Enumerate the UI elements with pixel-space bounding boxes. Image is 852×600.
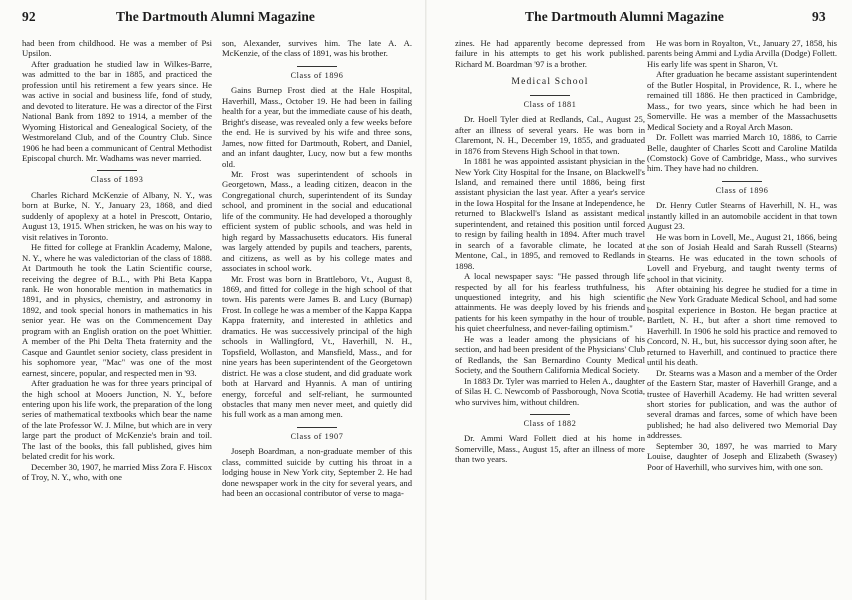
paragraph: Mr. Frost was superintendent of schools in Georgetown, Mass., a leading citizen, deacon in the Congregational church, superintendent of its Sunday school, and prominent in the social and educational life of the community. He had developed a thoroughly efficient system of public schools, and was held in high regard by Massachusetts educators. His funeral was largely attended by pupils and teachers, parents, and citizens, as well as by his college mates and associates in school work. [222,168,412,274]
section-heading [455,77,645,87]
paragraph: After graduation he studied law in Wilkes-Barre, was admitted to the bar in 1885, and practiced the profession until his retirement a few years since. He was active in social and business life, fond of study, and devoted to literature. He was a director of the First National Bank from 1892 to 1914, a member of the Wyoming Historical and Genealogical Society, of the Westmoreland Club, and of the Country Club. Since 1906 he had been a communicant of Central Methodist Episcopal church. Mr. Wadhams was never married. [22,58,212,163]
paragraph: Gains Burnep Frost died at the Hale Hospital, Haverhill, Mass., October 19. He had been in failing health for a year, but the immediate cause of his death, Bright's disease, was revealed only a few weeks before the end. He is survived by his wife and three sons, James, now fitted for Dartmouth, Robert, and Daniel, and an infant daughter, Lucy, now but a few months old. [222,85,412,169]
heading-rule [722,181,762,182]
class-heading-label: Class of 1896 [290,70,344,80]
paragraph: In 1883 Dr. Tyler was married to Helen A., daughter of Silas H. C. Newcomb of Passborough, Nova Scotia, who survives him, without children. [455,375,645,407]
right-column-2 [647,38,837,472]
paragraph: A local newspaper says: "He passed through life respected by all for his fearless truthfulness, his unquestioned integrity, and his high scientific attainments. He was deeply loved by his friends and patients for his keen sympathy in the hour of trouble, his quiet cheerfulness, and never-failing optimism." [455,271,645,334]
paragraph: After graduation he became assistant superintendent of the Butler Hospital, in Providence, R. I., where he remained till 1886. He then practiced in Cambridge, Mass., for two years, since which he had been in Somerville. He was a member of the Massachusetts Medical Society and a Royal Arch Mason. [647,69,837,132]
right-page [426,0,852,600]
paragraph: Mr. Frost was born in Brattleboro, Vt., August 8, 1869, and fitted for college in the high school of that town. His parents were James B. and Lucy (Burnap) Frost. In college he was a member of the Kappa Kappa Kappa fraternity, and interested in athletics and dramatics. He was successively principal of the high schools in Wallingford, Vt., Haverhill, N. H., Topsfield, Wollaston, and Mansfield, Mass., and for nine years has been superintendent of the Georgetown district. He was a close student, and did graduate work both at Harvard and Hyannis. A man of untiring energy, forceful and self-reliant, he surmounted obstacles that many men never meet, and quietly did his full work as a man among men. [222,273,412,420]
class-heading [222,66,412,81]
paragraph: After graduation he was for three years principal of the high school at Mooers Junction, N. Y., before entering upon his life work, the preparation of the long series of mathematical textbooks which bear the name of the late Professor W. J. Milne, but which are in very large part the product of McKenzie's brain and toil. The last of the books, this fall published, gives him belated credit for his work. [22,378,212,462]
paragraph: Dr. Follett was married March 10, 1886, to Carrie Belle, daughter of Charles Scott and Caroline Matilda (Comstock) Gove of Cambridge, Mass., who survives him. They have had no children. [647,132,837,174]
running-head: The Dartmouth Alumni Magazine [525,9,725,24]
paragraph: Dr. Ammi Ward Follett died at his home in Somerville, Mass., August 15, after an illness of more than two years. [455,433,645,465]
left-column-1 [22,38,212,483]
class-heading [647,181,837,196]
paragraph: Dr. Stearns was a Mason and a member of the Order of the Eastern Star, master of Haverhill Grange, and a trustee of Haverhill Academy. He had written several short stories for publication, and was the author of several dramas and farces, some of which have been published; he had also delivered two Memorial Day addresses. [647,367,837,441]
paragraph: He was born in Royalton, Vt., January 27, 1858, his parents being Ammi and Lydia Arvilla (Dodge) Follett. His early life was spent in Sharon, Vt. [647,38,837,69]
heading-rule [297,66,337,67]
paragraph: After obtaining his degree he studied for a time in the New York Graduate Medical School, and had some hospital experience in Boston. He began practice at Bartlett, N. H., but after a short time removed to Haverhill. In 1906 he sold his practice and removed to Concord, N. H., but, his successor dying soon after, he returned to Haverhill, and continued to practice there until his death. [647,283,837,368]
paragraph: He was born in Lovell, Me., August 21, 1866, being the son of Josiah Heald and Sarah Russell (Stearns) Stearns. He was educated in the town schools of Lovell and Fryeburg, and taught twenty terms of school in that vicinity. [647,231,837,284]
paragraph: He was a leader among the physicians of his section, and had been president of the Physicians' Club of Redlands, the San Bernardino County Medical Society, and the Southern California Medical Society. [455,333,645,376]
class-heading [22,170,212,185]
paragraph: had been from childhood. He was a member of Psi Upsilon. [22,38,212,59]
heading-rule [97,170,137,171]
paragraph: Dr. Hoell Tyler died at Redlands, Cal., August 25, after an illness of several years. He was born in Claremont, N. H., December 19, 1855, and graduated in 1876 from Stevens High School in that town. [455,114,645,156]
right-column-1 [455,38,645,465]
class-heading-label: Class of 1882 [523,418,577,428]
paragraph: September 30, 1897, he was married to Mary Louise, daughter of Joseph and Elizabeth (Swasey) Poor of Haverhill, who survives him, with one son. [647,440,837,472]
page-number: 92 [22,9,36,24]
paragraph: He fitted for college at Franklin Academy, Malone, N. Y., where he was valedictorian of the class of 1888. At Dartmouth he took the Latin Scientific course, receiving the degree of B.L., with Phi Beta Kappa rank. He won honorable mention in mathematics in 1891, and in physics, chemistry, and astronomy in 1892, and took special honors in mathematics in his senior year. He was on the Commencement Day program with an English oration on the poet Whittier. A member of the Phi Delta Theta fraternity and the Casque and Gauntlet senior society, class president in his sophomore year, "Mac" was one of the most earnest, sincere, popular, and respected men in '93. [22,242,212,378]
page-number: 93 [812,9,826,24]
paragraph: son, Alexander, survives him. The late A. A. McKenzie, of the class of 1891, was his brother. [222,38,412,59]
paragraph: Dr. Henry Cutler Stearns of Haverhill, N. H., was instantly killed in an automobile accident in that town August 23. [647,200,837,232]
heading-rule [530,95,570,96]
heading-rule [297,427,337,428]
class-heading-label: Class of 1881 [523,99,577,109]
paragraph: zines. He had apparently become depressed from failure in his attempts to get his work published. Richard M. Boardman '97 is a brother. [455,38,645,69]
heading-rule [530,414,570,415]
class-heading-label: Class of 1893 [90,175,144,185]
paragraph: Joseph Boardman, a non-graduate member of this class, committed suicide by cutting his throat in a lodging house in New York city, September 2. He had done newspaper work in the city for several years, and had been an occasional contributor of verse to maga- [222,446,412,499]
paragraph: Charles Richard McKenzie of Albany, N. Y., was born at Burke, N. Y., January 23, 1868, and died suddenly of apoplexy at a hotel in Prescott, Ontario, August 13, 1915. When stricken, he was on his way to visit relatives in Toronto. [22,189,212,242]
class-heading-label: Class of 1907 [290,431,344,441]
running-head: The Dartmouth Alumni Magazine [116,9,316,24]
section-heading-label: Medical School [511,76,589,88]
class-heading [455,414,645,429]
class-heading [455,95,645,110]
paragraph: In 1881 he was appointed assistant physician in the New York City Hospital for the Insane, on Blackwell's Island, and remained there until 1886, being first assistant physician the last year. After a year's service in the Iowa Hospital for the Insane at Independence, he returned to Blackwell's Island as assistant medical superintendent, and retained this position until forced to resign by failing health in 1894. After much travel in search of a favorable climate, he located at Mentone, Cal., in 1895, and removed to Redlands in 1898. [455,156,645,271]
paragraph: December 30, 1907, he married Miss Zora F. Hiscox of Troy, N. Y., who, with one [22,461,212,483]
left-column-2 [222,38,412,499]
class-heading-label: Class of 1896 [715,185,769,195]
class-heading [222,427,412,442]
